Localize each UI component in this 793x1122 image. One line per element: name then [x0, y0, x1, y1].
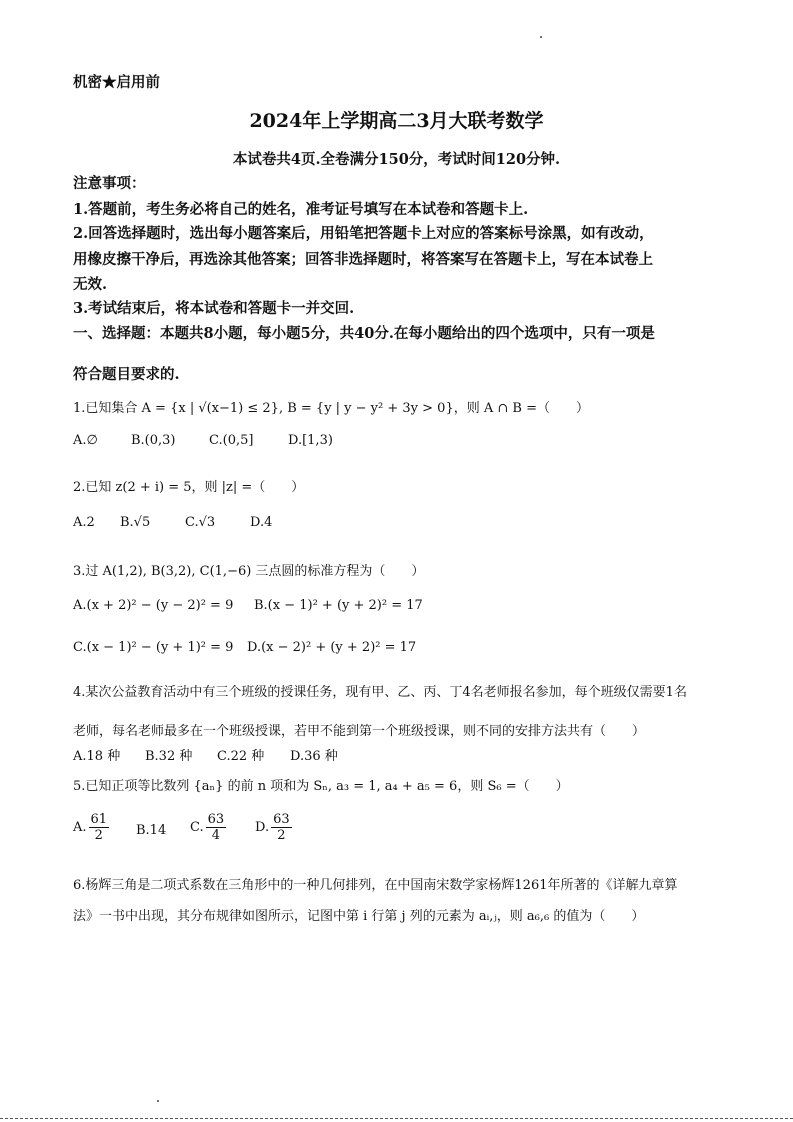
exam-info: 本试卷共4页.全卷满分150分，考试时间120分钟.: [232, 151, 561, 168]
fraction: [206, 812, 227, 843]
section-1-heading-cont: 符合题目要求的.: [73, 366, 180, 383]
question-3-option-a: A.(x + 2)² − (y − 2)² = 9: [73, 598, 234, 613]
question-1-option-c: C.(0,5]: [209, 433, 254, 448]
question-2-option-c: C.√3: [185, 515, 216, 530]
scan-dot: [540, 36, 542, 38]
numerator: 61: [90, 812, 108, 827]
question-2-option-a: A.2: [73, 515, 95, 530]
option-label: C.: [190, 820, 204, 835]
numerator: 63: [273, 812, 290, 827]
question-4-option-d: D.36 种: [290, 749, 338, 764]
question-5-stem: 5.已知正项等比数列 {aₙ} 的前 n 项和为 Sₙ, a₃ = 1, a₄ + a₅ = 6，则 S₆ =（ ）: [73, 779, 569, 794]
page-bottom-border: [0, 1118, 793, 1119]
question-5-option-d: [255, 812, 294, 843]
option-label: A.: [73, 820, 87, 835]
question-1-stem: 1.已知集合 A = {x | √(x−1) ≤ 2}, B = {y | y − y² + 3y > 0}，则 A ∩ B =（ ）: [73, 401, 589, 416]
question-4-stem-line-1: 4.某次公益教育活动中有三个班级的授课任务，现有甲、乙、丙、丁4名老师报名参加，每个班级仅需要1名: [73, 685, 687, 700]
notice-item-2-line-3: 无效.: [73, 276, 108, 293]
denominator: 4: [211, 828, 221, 843]
denominator: 2: [94, 828, 103, 843]
fraction: [89, 812, 110, 843]
scan-dot: [157, 1100, 159, 1102]
notice-item-2-line-2: 用橡皮擦干净后，再选涂其他答案；回答非选择题时，将答案写在答题卡上，写在本试卷上: [73, 251, 653, 268]
question-5-option-c: [190, 812, 228, 843]
question-4-option-c: C.22 种: [217, 749, 265, 764]
question-1-option-b: B.(0,3): [131, 433, 176, 448]
question-1-option-d: D.[1,3): [288, 433, 333, 448]
notice-item-2-line-1: 2.回答选择题时，选出每小题答案后，用铅笔把答题卡上对应的答案标号涂黑，如有改动，: [73, 225, 654, 242]
notice-heading: 注意事项：: [73, 175, 146, 192]
question-3-option-c: C.(x − 1)² − (y + 1)² = 9: [73, 640, 234, 655]
question-4-stem-line-2: 老师，每名老师最多在一个班级授课，若甲不能到第一个班级授课，则不同的安排方法共有（ ）: [73, 724, 646, 739]
numerator: 63: [207, 812, 225, 827]
fraction: [271, 812, 292, 843]
denominator: 2: [277, 828, 286, 843]
question-3-option-b: B.(x − 1)² + (y + 2)² = 17: [254, 598, 423, 613]
exam-title: 2024年上学期高二3月大联考数学: [249, 110, 544, 132]
confidential-label: 机密★启用前: [73, 74, 160, 91]
question-6-stem-line-2: 法》一书中出现，其分布规律如图所示，记图中第 i 行第 j 列的元素为 aᵢ,ⱼ，则 a₆,₆ 的值为（ ）: [73, 909, 645, 924]
question-5-option-b: B.14: [136, 823, 167, 838]
question-4-option-a: A.18 种: [73, 749, 121, 764]
question-2-option-b: B.√5: [120, 515, 151, 530]
section-1-heading: 一、选择题：本题共8小题，每小题5分，共40分.在每小题给出的四个选项中，只有一项是: [73, 325, 655, 342]
question-1-option-a: A.∅: [73, 433, 98, 448]
notice-item-3: 3.考试结束后，将本试卷和答题卡一并交回.: [73, 300, 355, 317]
question-3-stem: 3.过 A(1,2), B(3,2), C(1,−6) 三点圆的标准方程为（ ）: [73, 564, 425, 579]
question-2-option-d: D.4: [250, 515, 273, 530]
option-label: D.: [255, 820, 270, 835]
question-4-option-b: B.32 种: [145, 749, 193, 764]
question-6-stem-line-1: 6.杨辉三角是二项式系数在三角形中的一种几何排列，在中国南宋数学家杨辉1261年所著的《详解九章算: [73, 878, 678, 893]
question-2-stem: 2.已知 z(2 + i) = 5，则 |z| =（ ）: [73, 480, 305, 495]
question-3-option-d: D.(x − 2)² + (y + 2)² = 17: [247, 640, 417, 655]
notice-item-1: 1.答题前，考生务必将自己的姓名，准考证号填写在本试卷和答题卡上.: [73, 201, 529, 218]
question-5-option-a: [73, 812, 111, 843]
